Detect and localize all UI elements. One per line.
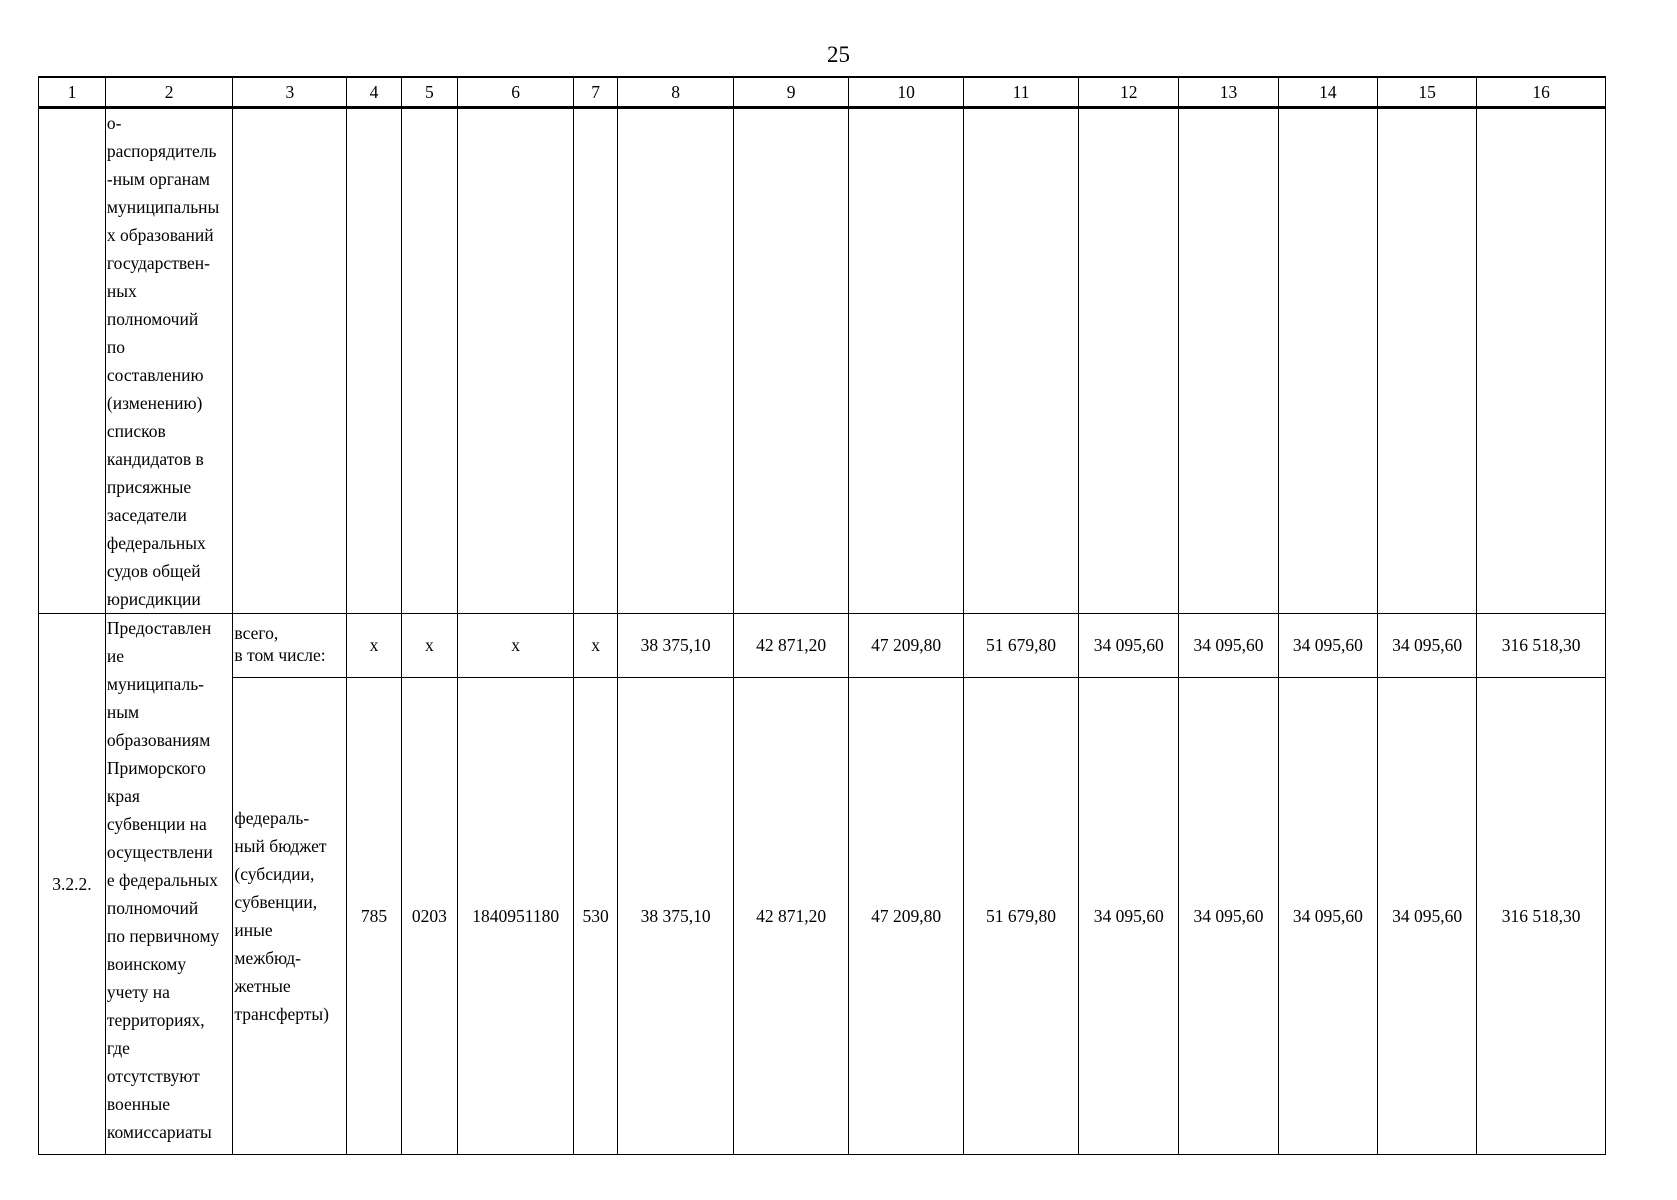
cell-empty <box>458 108 574 614</box>
header-cell: 6 <box>458 77 574 108</box>
source-line: федераль- <box>234 808 310 828</box>
desc-line: осуществлени <box>106 842 213 862</box>
cell-empty <box>1477 108 1606 614</box>
cell-description <box>105 614 233 1155</box>
header-cell: 13 <box>1179 77 1278 108</box>
cell-empty <box>1079 108 1179 614</box>
table-row-total <box>39 614 1606 678</box>
header-cell: 14 <box>1278 77 1377 108</box>
source-line: ный бюджет <box>234 836 327 856</box>
desc-line: е федеральных <box>106 870 218 890</box>
header-cell: 16 <box>1477 77 1606 108</box>
cell-empty <box>233 108 347 614</box>
desc-line: военные <box>106 1094 171 1114</box>
desc-line: муниципаль- <box>106 674 205 694</box>
desc-line: комиссариаты <box>106 1122 212 1142</box>
desc-line: составлению <box>106 365 204 385</box>
header-cell: 8 <box>618 77 734 108</box>
source-line: трансферты) <box>234 1004 330 1024</box>
desc-line: юрисдикции <box>106 589 201 609</box>
source-line: жетные <box>234 976 291 996</box>
cell-value: 34 095,60 <box>1079 678 1179 1155</box>
cell-value: 38 375,10 <box>618 614 734 678</box>
desc-line: образованиям <box>106 730 211 750</box>
desc-line: присяжные <box>106 477 192 497</box>
cell-source-total <box>233 614 347 678</box>
desc-line: кандидатов в <box>106 449 204 469</box>
cell-value: 34 095,60 <box>1377 614 1476 678</box>
desc-line: края <box>106 786 140 806</box>
cell-value: 34 095,60 <box>1377 678 1476 1155</box>
desc-line: (изменению) <box>106 393 203 413</box>
desc-line: полномочий <box>106 898 199 918</box>
header-cell: 3 <box>233 77 347 108</box>
cell-empty <box>849 108 964 614</box>
cell-empty <box>574 108 618 614</box>
page-number: 25 <box>827 42 850 67</box>
cell-value: 51 679,80 <box>964 614 1079 678</box>
desc-line: территориях, <box>106 1010 205 1030</box>
desc-line: распорядитель <box>106 141 217 161</box>
cell-value: 34 095,60 <box>1278 678 1377 1155</box>
desc-line: о- <box>106 113 122 133</box>
desc-line: ным <box>106 702 140 722</box>
cell-number <box>39 108 106 614</box>
cell-c7: x <box>574 614 618 678</box>
header-cell: 15 <box>1377 77 1476 108</box>
desc-line: по <box>106 337 126 357</box>
cell-value: 34 095,60 <box>1179 678 1278 1155</box>
cell-c6: 1840951180 <box>458 678 574 1155</box>
source-line: (субсидии, <box>234 864 315 884</box>
desc-line: ных <box>106 281 137 301</box>
cell-c6: x <box>458 614 574 678</box>
source-line: всего, <box>234 623 279 643</box>
cell-empty <box>1179 108 1278 614</box>
source-line: межбюд- <box>234 948 301 968</box>
desc-line: где <box>106 1038 130 1058</box>
cell-source-federal <box>233 678 347 1155</box>
header-cell: 12 <box>1079 77 1179 108</box>
desc-line: х образований <box>106 225 214 245</box>
cell-value: 34 095,60 <box>1278 614 1377 678</box>
desc-line: судов общей <box>106 561 201 581</box>
header-cell: 2 <box>105 77 233 108</box>
desc-line: учету на <box>106 982 170 1002</box>
desc-line: муниципальны <box>106 197 220 217</box>
cell-value: 47 209,80 <box>849 614 964 678</box>
source-line: иные <box>234 920 273 940</box>
table-row-continuation <box>39 108 1606 614</box>
desc-line: Предоставлен <box>106 618 212 638</box>
header-cell: 5 <box>401 77 457 108</box>
cell-empty <box>964 108 1079 614</box>
cell-value: 34 095,60 <box>1179 614 1278 678</box>
header-cell: 1 <box>39 77 106 108</box>
source-line: субвенции, <box>234 892 318 912</box>
desc-line: субвенции на <box>106 814 207 834</box>
desc-line: воинскому <box>106 954 187 974</box>
header-cell: 9 <box>734 77 849 108</box>
cell-number: 3.2.2. <box>39 614 106 1155</box>
desc-line: -ным органам <box>106 169 210 189</box>
header-cell: 11 <box>964 77 1079 108</box>
cell-value: 42 871,20 <box>734 678 849 1155</box>
desc-line: по первичному <box>106 926 220 946</box>
header-cell: 7 <box>574 77 618 108</box>
cell-c4: 785 <box>347 678 401 1155</box>
cell-c5: 0203 <box>401 678 457 1155</box>
budget-table <box>38 76 1606 1155</box>
cell-empty <box>1377 108 1476 614</box>
cell-value: 38 375,10 <box>618 678 734 1155</box>
cell-value: 51 679,80 <box>964 678 1079 1155</box>
cell-empty <box>1278 108 1377 614</box>
desc-line: федеральных <box>106 533 206 553</box>
cell-empty <box>347 108 401 614</box>
cell-c5: x <box>401 614 457 678</box>
cell-value: 316 518,30 <box>1477 614 1606 678</box>
header-cell: 4 <box>347 77 401 108</box>
table-row-federal <box>39 678 1606 1155</box>
desc-line: полномочий <box>106 309 199 329</box>
desc-line: государствен- <box>106 253 210 273</box>
desc-line: Приморского <box>106 758 206 778</box>
source-line: в том числе: <box>234 645 326 665</box>
desc-line: заседатели <box>106 505 187 525</box>
cell-value: 42 871,20 <box>734 614 849 678</box>
cell-c7: 530 <box>574 678 618 1155</box>
cell-value: 316 518,30 <box>1477 678 1606 1155</box>
cell-empty <box>401 108 457 614</box>
desc-line: списков <box>106 421 166 441</box>
cell-value: 47 209,80 <box>849 678 964 1155</box>
cell-description <box>105 108 233 614</box>
header-row <box>39 77 1606 108</box>
cell-empty <box>734 108 849 614</box>
cell-empty <box>618 108 734 614</box>
cell-c4: x <box>347 614 401 678</box>
desc-line: ие <box>106 646 125 666</box>
cell-value: 34 095,60 <box>1079 614 1179 678</box>
desc-line: отсутствуют <box>106 1066 200 1086</box>
header-cell: 10 <box>849 77 964 108</box>
